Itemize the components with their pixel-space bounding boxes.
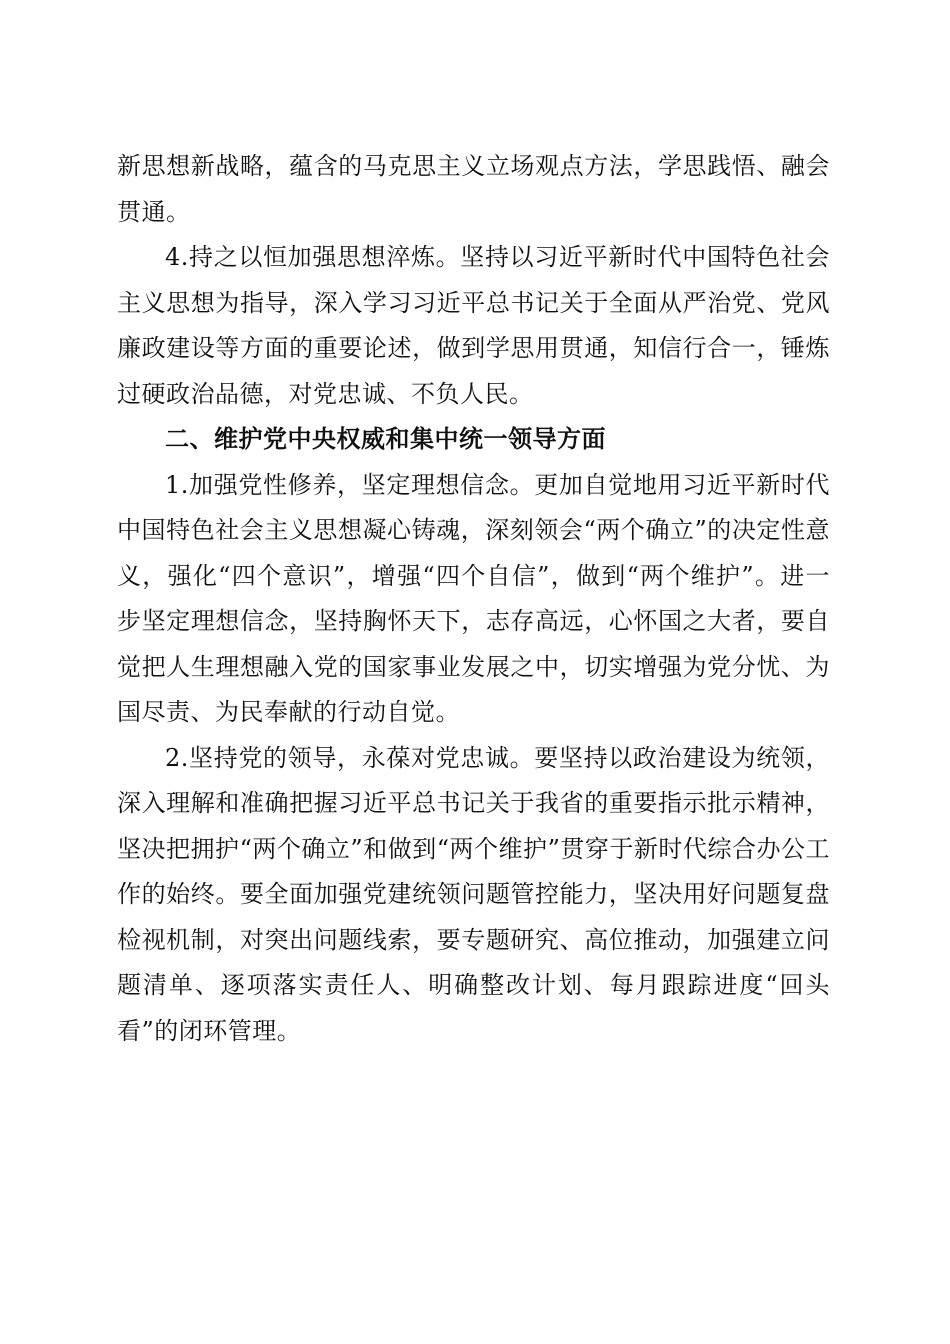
document-body <box>117 144 830 1054</box>
paragraph-item-1-party-spirit: 1.加强党性修养，坚定理想信念。更加自觉地用习近平新时代中国特色社会主义思想凝心铸魂，深刻领会“两个确立”的决定性意义，强化“四个意识”，增强“四个自信”，做到“两个维护”。进一步坚定理想信念，坚持胸怀天下，志存高远，心怀国之大者，要自觉把人生理想融入党的国家事业发展之中，切实增强为党分忧、为国尽责、为民奉献的行动自觉。 <box>117 470 830 726</box>
paragraph-continuation: 新思想新战略，蕴含的马克思主义立场观点方法，学思践悟、融会贯通。 <box>117 152 830 226</box>
paragraph-item-4-thought-tempering: 4.持之以恒加强思想淬炼。坚持以习近平新时代中国特色社会主义思想为指导，深入学习习近平总书记关于全面从严治党、党风廉政建设等方面的重要论述，做到学思用贯通，知信行合一，锤炼过硬政治品德，对党忠诚、不负人民。 <box>117 243 830 408</box>
section-heading-2: 二、维护党中央权威和集中统一领导方面 <box>165 425 606 453</box>
paragraph-item-2-party-leadership: 2.坚持党的领导，永葆对党忠诚。要坚持以政治建设为统领，深入理解和准确把握习近平总书记关于我省的重要指示批示精神，坚决把拥护“两个确立”和做到“两个维护”贯穿于新时代综合办公工作的始终。要全面加强党建统领问题管控能力，坚决用好问题复盘检视机制，对突出问题线索，要专题研究、高位推动，加强建立问题清单、逐项落实责任人、明确整改计划、每月跟踪进度“回头看”的闭环管理。 <box>117 743 830 1045</box>
